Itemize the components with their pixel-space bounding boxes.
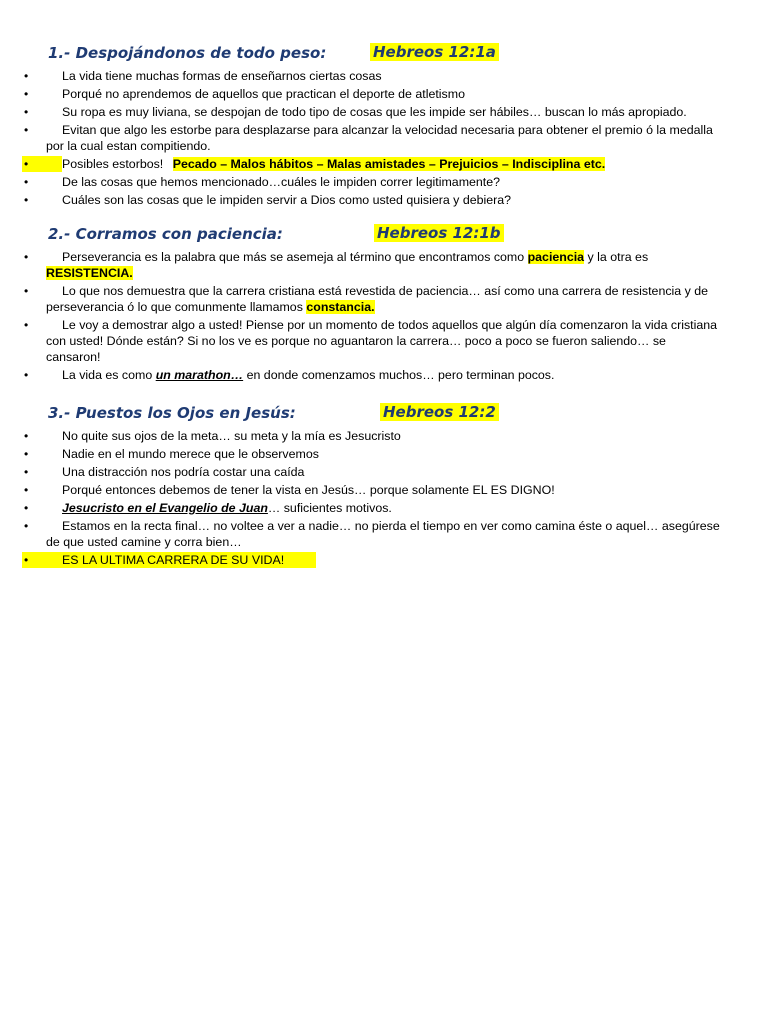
- section-3-reference: Hebreos 12:2: [380, 403, 499, 421]
- list-item: [22, 500, 722, 516]
- bullet: •: [24, 87, 29, 101]
- list-item: [22, 482, 722, 498]
- item-text: Porqué no aprendemos de aquellos que practican el deporte de atletismo: [62, 87, 465, 101]
- bullet: •: [24, 318, 29, 332]
- item-text-prefix: Posibles estorbos!: [62, 157, 164, 171]
- list-item: [22, 122, 722, 154]
- item-text: Evitan que algo les estorbe para desplazarse para alcanzar la velocidad necesaria para obtener el premio ó la medalla por la cual estan compitiendo.: [46, 123, 713, 153]
- bullet: •: [24, 175, 29, 189]
- list-item-final: [22, 552, 722, 568]
- section-1-list: [22, 68, 722, 208]
- bullet: •: [24, 123, 29, 137]
- bullet: •: [24, 284, 29, 298]
- list-item: [22, 518, 722, 550]
- item-text: Perseverancia es la palabra que más se asemeja al término que encontramos como: [62, 250, 525, 264]
- bullet: •: [24, 553, 29, 567]
- constancy-highlight: constancia.: [306, 300, 375, 314]
- bullet: •: [24, 105, 29, 119]
- section-1: [22, 44, 722, 210]
- list-item: [22, 317, 722, 365]
- item-text-mid: y la otra es: [587, 250, 649, 264]
- bullet: •: [24, 193, 29, 207]
- section-3-title: 3.- Puestos los Ojos en Jesús:: [48, 404, 296, 422]
- item-text: Cuáles son las cosas que le impiden servir a Dios como usted quisiera y debiera?: [62, 193, 512, 207]
- section-2-title: 2.- Corramos con paciencia:: [48, 225, 283, 243]
- bullet: •: [24, 501, 29, 515]
- bullet: •: [24, 69, 29, 83]
- bullet: •: [24, 250, 29, 264]
- patience-highlight: paciencia: [527, 250, 585, 264]
- item-text-suffix: … suficientes motivos.: [267, 501, 392, 515]
- section-1-header: [22, 44, 722, 68]
- list-item: [22, 86, 722, 102]
- bullet: •: [24, 157, 29, 171]
- item-text: Le voy a demostrar algo a usted! Piense por un momento de todos aquellos que algún día comenzaron la vida cristiana con usted! Dónde están? Si no los ve es porque no aguantaron la carrera… poco a poco se fueron saliendo… se cansaron!: [46, 318, 718, 364]
- section-1-title: 1.- Despojándonos de todo peso:: [48, 44, 327, 62]
- section-2-list: [22, 249, 722, 383]
- list-item: [22, 192, 722, 208]
- item-text: No quite sus ojos de la meta… su meta y la mía es Jesucristo: [62, 429, 401, 443]
- item-text: Estamos en la recta final… no voltee a ver a nadie… no pierda el tiempo en ver como camina éste o aquel… asegúrese de que usted camine y corra bien…: [46, 519, 720, 549]
- bullet: •: [24, 429, 29, 443]
- list-item: [22, 446, 722, 462]
- item-text: De las cosas que hemos mencionado…cuáles le impiden correr legitimamente?: [62, 175, 501, 189]
- item-text: Lo que nos demuestra que la carrera cristiana está revestida de paciencia… así como una carrera de resistencia y de perseverancia ó lo que comunmente llamamos: [46, 284, 709, 314]
- bullet: •: [24, 465, 29, 479]
- list-item: [22, 428, 722, 444]
- list-item: [22, 174, 722, 190]
- item-text: Su ropa es muy liviana, se despojan de todo tipo de cosas que les impide ser hábiles… buscan lo más apropiado.: [62, 105, 687, 119]
- list-item: [22, 156, 722, 172]
- gospel-emphasis: Jesucristo en el Evangelio de Juan: [62, 501, 268, 515]
- item-text: Nadie en el mundo merece que le observemos: [62, 447, 319, 461]
- item-text: La vida tiene muchas formas de enseñarnos ciertas cosas: [62, 69, 382, 83]
- section-2-header: [22, 225, 722, 249]
- bullet: •: [24, 447, 29, 461]
- resistance-highlight: RESISTENCIA.: [46, 266, 133, 280]
- item-text: ES LA ULTIMA CARRERA DE SU VIDA!: [62, 553, 285, 567]
- item-text: Porqué entonces debemos de tener la vista en Jesús… porque solamente EL ES DIGNO!: [62, 483, 555, 497]
- obstacles-highlight: Pecado – Malos hábitos – Malas amistades – Prejuicios – Indisciplina etc.: [172, 157, 606, 171]
- list-item: [22, 104, 722, 120]
- section-2: [22, 225, 722, 385]
- section-3: [22, 404, 722, 570]
- section-3-header: [22, 404, 722, 428]
- list-item: [22, 367, 722, 383]
- list-item: [22, 249, 722, 281]
- bullet: •: [24, 368, 29, 382]
- item-text: La vida es como: [62, 368, 153, 382]
- section-3-list: [22, 428, 722, 568]
- final-highlight: [22, 552, 316, 568]
- list-item: [22, 68, 722, 84]
- list-item: [22, 283, 722, 315]
- section-1-reference: Hebreos 12:1a: [370, 43, 499, 61]
- marathon-emphasis: un marathon…: [155, 368, 244, 382]
- item-text-suffix: en donde comenzamos muchos… pero terminan pocos.: [246, 368, 555, 382]
- bullet: •: [24, 519, 29, 533]
- bullet: •: [24, 483, 29, 497]
- list-item: [22, 464, 722, 480]
- section-2-reference: Hebreos 12:1b: [374, 224, 504, 242]
- item-text: Una distracción nos podría costar una caída: [62, 465, 305, 479]
